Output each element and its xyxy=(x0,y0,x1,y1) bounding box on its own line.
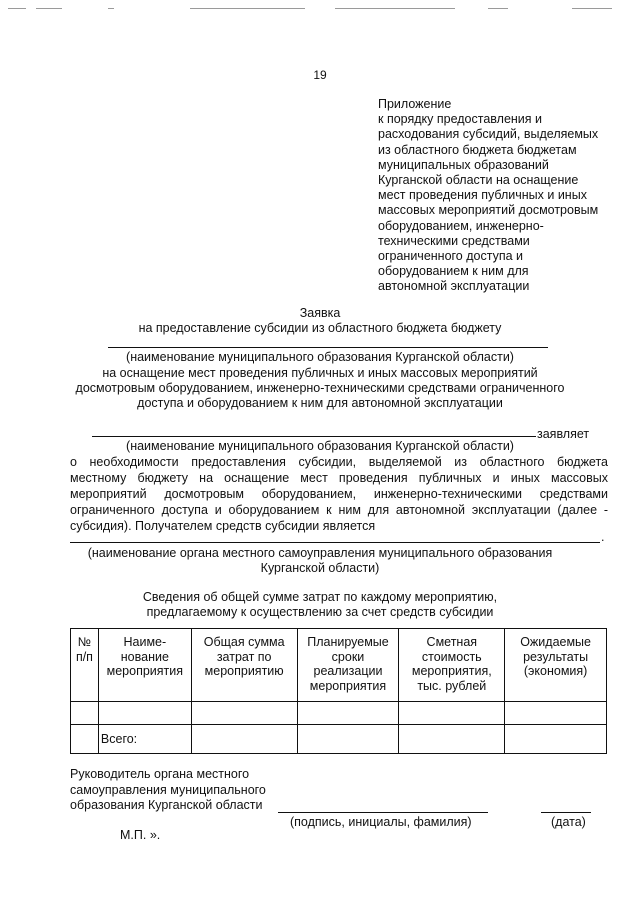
signature-head-line: Руководитель органа местного xyxy=(70,767,250,781)
header-expected-results: Ожидаемые результаты (экономия) xyxy=(505,629,607,702)
header-total-cost: Общая сумма затрат по мероприятию xyxy=(191,629,297,702)
header-planned-dates: Планируемые сроки реализации мероприятия xyxy=(297,629,399,702)
appendix-line: из областного бюджета бюджетам xyxy=(378,142,577,157)
total-label: Всего: xyxy=(98,725,191,754)
application-subtitle: на предоставление субсидии из областного бюджета бюджету xyxy=(138,321,502,335)
mun-caption-1: (наименование муниципального образования Курганской области) xyxy=(126,350,514,364)
table-cell[interactable] xyxy=(71,702,99,725)
table-cell xyxy=(71,725,99,754)
table-cell[interactable] xyxy=(297,725,399,754)
appendix-title: Приложение xyxy=(378,97,452,111)
appendix-line: Курганской области на оснащение xyxy=(378,173,579,188)
signature-caption: (подпись, инициалы, фамилия) xyxy=(290,815,472,829)
table-cell[interactable] xyxy=(505,702,607,725)
info-title-2: предлагаемому к осуществлению за счет средств субсидии xyxy=(146,605,494,619)
table-cell[interactable] xyxy=(98,702,191,725)
table-cell[interactable] xyxy=(399,702,505,725)
scan-artifact xyxy=(36,8,62,9)
appendix-block xyxy=(378,97,618,295)
purpose-line: досмотровым оборудованием, инженерно-техническими средствами ограниченного xyxy=(75,381,565,395)
page-number: 19 xyxy=(313,68,327,82)
signature-head xyxy=(70,767,266,814)
purpose-line: на оснащение мест проведения публичных и иных массовых мероприятий xyxy=(102,366,538,380)
scan-artifact xyxy=(108,8,114,9)
table-total-row xyxy=(71,725,607,754)
table-cell[interactable] xyxy=(297,702,399,725)
table-cell[interactable] xyxy=(191,725,297,754)
application-title: Заявка xyxy=(299,306,341,320)
scan-artifact xyxy=(8,8,26,9)
appendix-line: оборудованием, инженерно- xyxy=(378,218,544,233)
organ-caption-1: (наименование органа местного самоуправления муниципального образования xyxy=(87,546,553,560)
expense-table xyxy=(70,628,607,754)
scan-artifact xyxy=(488,8,508,9)
table-cell[interactable] xyxy=(399,725,505,754)
info-title-1: Сведения об общей сумме затрат по каждому мероприятию, xyxy=(142,590,498,604)
table-header-row xyxy=(71,629,607,702)
date-caption: (дата) xyxy=(551,815,586,829)
line-end-mark: . xyxy=(601,530,605,544)
appendix-line: автономной эксплуатации xyxy=(378,279,530,294)
body-line: о необходимости предоставления субсидии, выделяемой из областного бюджета xyxy=(70,455,608,469)
scan-artifact xyxy=(335,8,455,9)
organ-name-line[interactable] xyxy=(70,542,600,543)
signature-head-line: самоуправления муниципального xyxy=(70,782,266,797)
declares-word: заявляет xyxy=(537,427,590,441)
appendix-line: техническими средствами xyxy=(378,233,530,248)
body-last-line: субсидия). Получателем средств субсидии является xyxy=(70,519,376,533)
scan-artifact xyxy=(572,8,612,9)
scan-artifact xyxy=(190,8,305,9)
purpose-line: доступа и оборудованием к ним для автономной эксплуатации xyxy=(137,396,503,410)
appendix-line: муниципальных образований xyxy=(378,157,549,172)
signature-head-line: образования Курганской области xyxy=(70,798,263,812)
header-event-name: Наиме- нование мероприятия xyxy=(98,629,191,702)
appendix-line: оборудованием к ним для xyxy=(378,264,529,279)
mun-caption-2: (наименование муниципального образования Курганской области) xyxy=(126,439,514,453)
body-line: ограниченного доступа и оборудованием к ним для автономной эксплуатации (далее - xyxy=(70,503,608,517)
table-row xyxy=(71,702,607,725)
header-estimated-cost: Сметная стоимость мероприятия, тыс. рублей xyxy=(399,629,505,702)
signature-line[interactable] xyxy=(278,812,488,813)
appendix-line: массовых мероприятий досмотровым xyxy=(378,203,599,218)
stamp-place: М.П. ». xyxy=(120,828,161,842)
organ-caption-2: Курганской области) xyxy=(260,561,380,575)
mun-name-line-2[interactable] xyxy=(92,436,536,437)
table-cell[interactable] xyxy=(191,702,297,725)
appendix-line: ограниченного доступа и xyxy=(378,249,524,264)
appendix-line: расходования субсидий, выделяемых xyxy=(378,127,599,142)
body-line: местному бюджету на оснащение мест проведения публичных и иных массовых xyxy=(70,471,608,485)
appendix-line: к порядку предоставления и xyxy=(378,112,543,127)
mun-name-line-1[interactable] xyxy=(108,347,548,348)
appendix-line: мест проведения публичных и иных xyxy=(378,188,587,203)
date-line[interactable] xyxy=(541,812,591,813)
header-number: № п/п xyxy=(71,629,99,702)
table-cell[interactable] xyxy=(505,725,607,754)
body-line: мероприятий досмотровым оборудованием, инженерно-техническими средствами xyxy=(70,487,608,501)
